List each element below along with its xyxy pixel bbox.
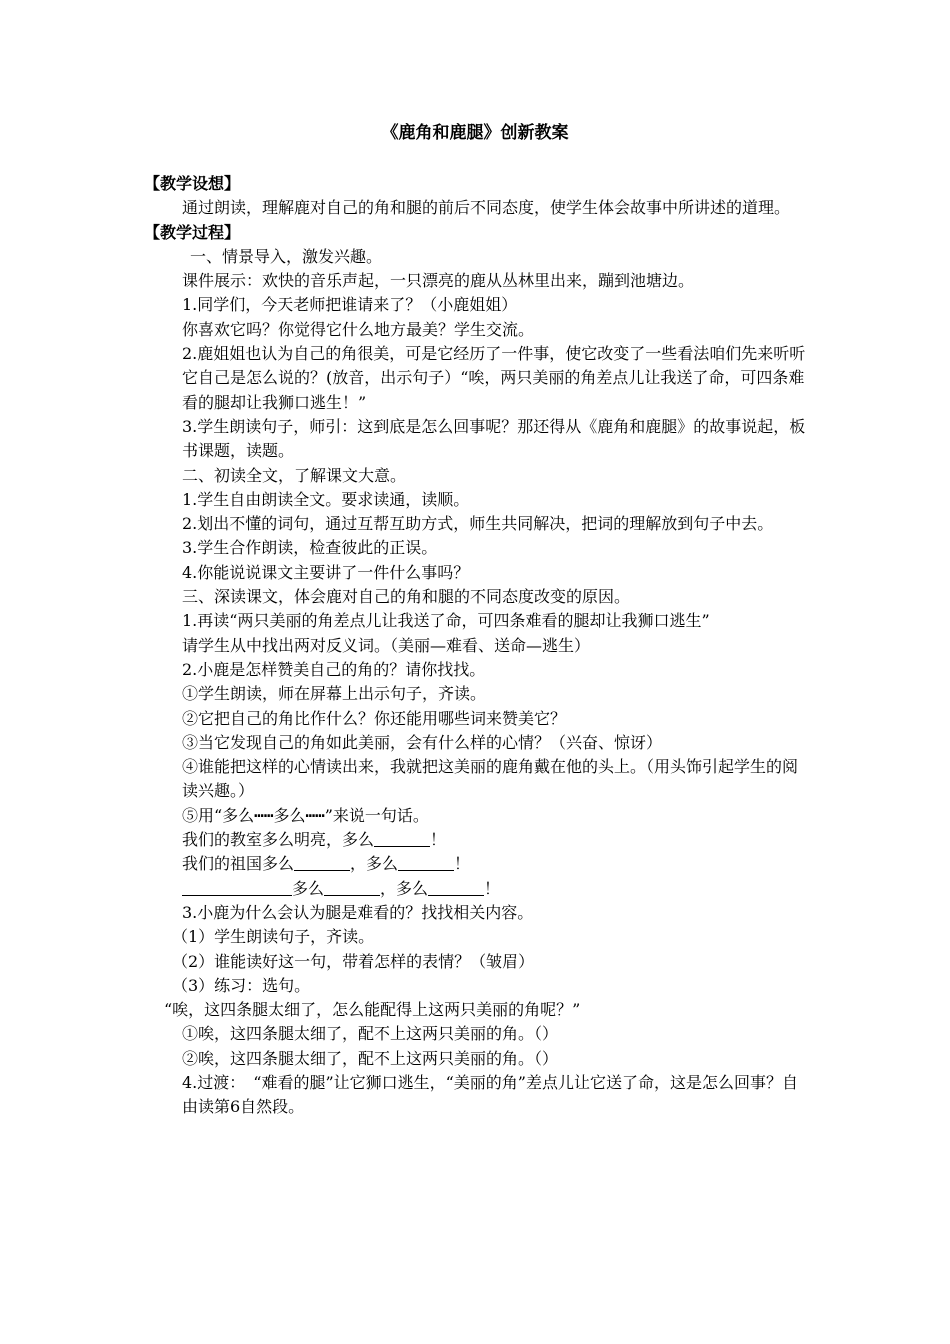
sentence-text: 我们的教室多么明亮，多么 (182, 830, 375, 850)
document-title: 《鹿角和鹿腿》创新教案 (381, 123, 569, 143)
sentence-text: ！ (484, 878, 501, 898)
paragraph: 你喜欢它吗？你觉得它什么地方最美？学生交流。 (182, 319, 535, 339)
paragraph: 一、情景导入，激发兴趣。 (190, 246, 383, 266)
paragraph: 3.小鹿为什么会认为腿是难看的？找找相关内容。 (182, 902, 534, 922)
sentence-text: ，多么 (380, 878, 429, 898)
paragraph: ④谁能把这样的心情读出来，我就把这美丽的鹿角戴在他的头上。（用头饰引起学生的阅读兴趣。） (182, 757, 799, 801)
sentence-text: ！ (430, 830, 447, 850)
fill-in-sentence (144, 852, 809, 876)
paragraph: 1.学生自由朗读全文。要求读通，读顺。 (182, 489, 470, 509)
paragraph: 请学生从中找出两对反义词。（美丽—难看、送命—逃生） (182, 635, 591, 655)
sentence-text: 多么 (292, 878, 325, 898)
paragraph: 4.过渡： “难看的腿”让它狮口逃生，“美丽的角”差点儿让它送了命，这是怎么回事？自由读第6自然段。 (182, 1072, 798, 1117)
fill-blank (398, 854, 454, 871)
paragraph: 4.你能说说课文主要讲了一件什么事吗？ (182, 562, 470, 582)
paragraph: 1.再读“两只美丽的角差点儿让我送了命，可四条难看的腿却让我狮口逃生” (182, 611, 710, 631)
sentence-text: ！ (454, 854, 471, 874)
paragraph: 二、初读全文，了解课文大意。 (182, 465, 407, 485)
paragraph: 课件展示：欢快的音乐声起，一只漂亮的鹿从丛林里出来，蹦到池塘边。 (182, 271, 695, 291)
paragraph: ①唉，这四条腿太细了，配不上这两只美丽的角。（） (182, 1024, 559, 1044)
sentence-text: 我们的祖国多么 (182, 854, 295, 874)
fill-blank (182, 879, 292, 896)
paragraph: 通过朗读，理解鹿对自己的角和腿的前后不同态度，使学生体会故事中所讲述的道理。 (182, 198, 791, 218)
fill-blank (374, 830, 430, 847)
paragraph: 1.同学们，今天老师把谁请来了？（小鹿姐姐） (182, 295, 518, 315)
paragraph: ⑤用“多么┅┅多么┅┅”来说一句话。 (182, 805, 429, 825)
section-heading-teaching-process: 【教学过程】 (144, 222, 241, 242)
fill-in-sentence (144, 877, 809, 901)
paragraph: “唉，这四条腿太细了，怎么能配得上这两只美丽的角呢？” (164, 1000, 581, 1020)
paragraph: （3）练习：选句。 (172, 975, 311, 995)
paragraph: 3.学生合作朗读，检查彼此的正误。 (182, 538, 438, 558)
paragraph: 2.划出不懂的词句，通过互帮互助方式，师生共同解决，把词的理解放到句子中去。 (182, 514, 774, 534)
fill-blank (428, 879, 484, 896)
paragraph: 3.学生朗读句子，师引：这到底是怎么回事呢？那还得从《鹿角和鹿腿》的故事说起，板书课题，读题。 (182, 416, 806, 461)
paragraph: 2.小鹿是怎样赞美自己的角的？请你找找。 (182, 659, 486, 679)
document-body (144, 172, 809, 1120)
paragraph: （2）谁能读好这一句，带着怎样的表情？（皱眉） (172, 951, 535, 971)
sentence-text: ，多么 (350, 854, 399, 874)
paragraph: 2.鹿姐姐也认为自己的角很美，可是它经历了一件事，使它改变了一些看法咱们先来听听它自己是怎么说的？(放音，出示句子）“唉，两只美丽的角差点儿让我送了命，可四条难看的腿却让我狮口逃生！” (182, 344, 806, 412)
fill-in-sentence (144, 828, 809, 852)
paragraph: ②它把自己的角比作什么？你还能用哪些词来赞美它？ (182, 708, 567, 728)
fill-blank (324, 879, 380, 896)
paragraph: （1）学生朗读句子，齐读。 (172, 927, 375, 947)
paragraph: 三、深读课文，体会鹿对自己的角和腿的不同态度改变的原因。 (182, 587, 631, 607)
paragraph: ③当它发现自己的角如此美丽，会有什么样的心情？（兴奋、惊讶） (182, 732, 663, 752)
paragraph: ①学生朗读，师在屏幕上出示句子，齐读。 (182, 684, 487, 704)
section-heading-teaching-idea: 【教学设想】 (144, 174, 241, 193)
paragraph: ②唉，这四条腿太细了，配不上这两只美丽的角。（） (182, 1048, 559, 1068)
fill-blank (294, 854, 350, 871)
